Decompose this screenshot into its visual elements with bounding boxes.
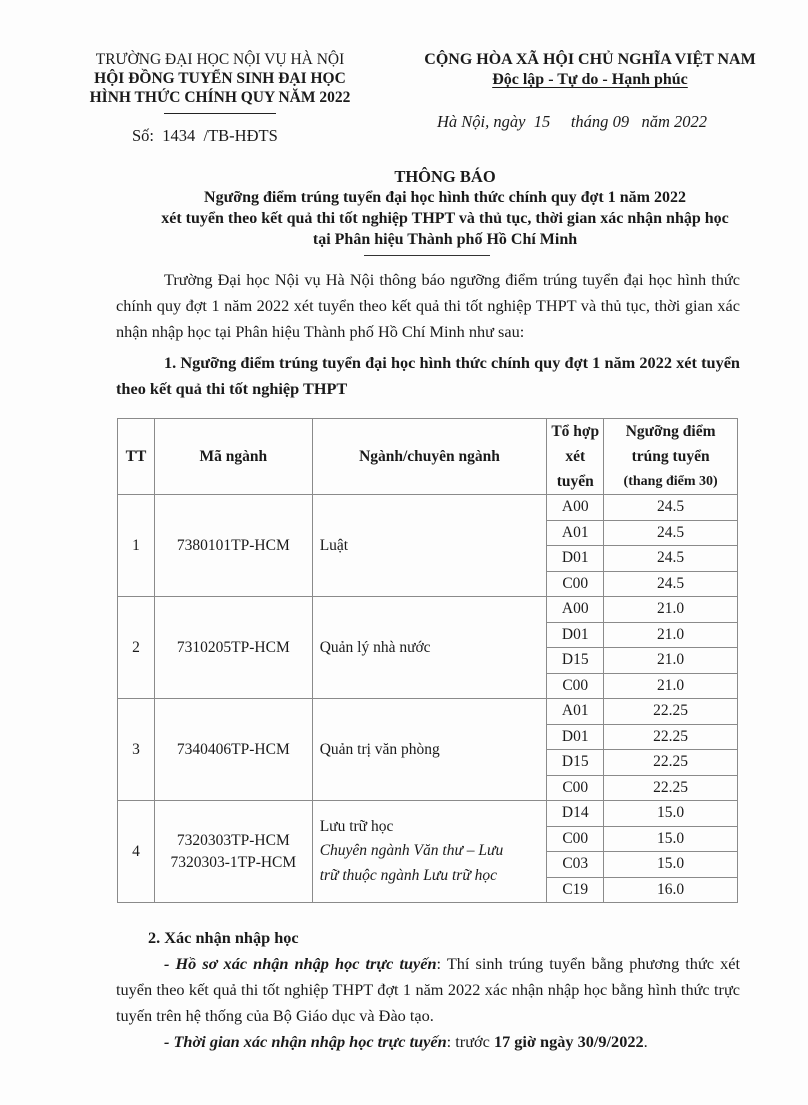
cell-combo: D01	[547, 546, 604, 572]
section-2-heading: 2. Xác nhận nhập học	[148, 928, 299, 947]
major-code: 7340406TP-HCM	[176, 740, 290, 758]
cell-combo: D15	[547, 648, 604, 674]
notice-subtitle-3: tại Phân hiệu Thành phố Hồ Chí Minh	[312, 231, 578, 248]
item-2-deadline: 17 giờ ngày 30/9/2022	[493, 1032, 644, 1051]
notice-subtitle-2: xét tuyển theo kết quả thi tốt nghiệp THPT và thủ tục, thời gian xác nhận nhập học	[161, 210, 729, 227]
issuer-council: HỘI ĐỒNG TUYỂN SINH ĐẠI HỌC	[94, 70, 346, 87]
header-major: Ngành/chuyên ngành	[312, 419, 547, 495]
major-code: 7380101TP-HCM	[176, 536, 290, 554]
cell-combo: C00	[547, 673, 604, 699]
issuer-ministry: TRƯỜNG ĐẠI HỌC NỘI VỤ HÀ NỘI	[95, 51, 345, 68]
cell-combo: D15	[547, 750, 604, 776]
cell-score: 22.25	[604, 750, 738, 776]
issuer-header	[60, 50, 380, 114]
cell-tt: 3	[118, 699, 155, 801]
cell-code	[154, 699, 312, 801]
national-name: CỘNG HÒA XÃ HỘI CHỦ NGHĨA VIỆT NAM	[424, 51, 756, 68]
header-score	[604, 419, 738, 495]
cell-combo: C03	[547, 852, 604, 878]
header-score-line-2: trúng tuyển	[631, 448, 710, 465]
document-number	[132, 126, 278, 146]
header-score-line-3: (thang điểm 30)	[623, 474, 718, 489]
cell-major	[312, 597, 547, 699]
date-year: 2022	[673, 112, 707, 131]
section-2	[116, 925, 740, 1055]
cell-score: 21.0	[604, 622, 738, 648]
date-year-label: năm	[641, 112, 670, 131]
cell-score: 21.0	[604, 597, 738, 623]
item-1-label: - Hồ sơ xác nhận nhập học trực tuyến	[164, 954, 437, 973]
cell-combo: C00	[547, 775, 604, 801]
cell-code	[154, 801, 312, 903]
section-1-heading: 1. Ngưỡng điểm trúng tuyển đại học hình thức chính quy đợt 1 năm 2022 xét tuyển theo kết quả thi tốt nghiệp THPT	[116, 353, 740, 398]
cell-score: 22.25	[604, 775, 738, 801]
national-header	[400, 50, 780, 90]
cell-score: 24.5	[604, 495, 738, 521]
table-header-row	[118, 419, 738, 495]
item-2-text: : trước	[446, 1032, 494, 1051]
major-code: 7310205TP-HCM	[176, 638, 290, 656]
cell-code	[154, 495, 312, 597]
cell-combo: C00	[547, 571, 604, 597]
cell-combo: A00	[547, 495, 604, 521]
cell-score: 15.0	[604, 801, 738, 827]
cell-combo: D14	[547, 801, 604, 827]
header-combo-line-1: Tổ hợp	[551, 423, 600, 440]
cell-code	[154, 597, 312, 699]
date-line	[437, 112, 707, 132]
major-name: Luật	[319, 536, 349, 554]
cell-tt: 1	[118, 495, 155, 597]
major-code: 7320303TP-HCM	[176, 831, 290, 849]
date-day: 15	[533, 112, 551, 131]
cell-score: 16.0	[604, 877, 738, 903]
item-2-end: .	[643, 1032, 648, 1051]
cell-score: 15.0	[604, 852, 738, 878]
cell-major	[312, 801, 547, 903]
cell-score: 22.25	[604, 724, 738, 750]
cell-score: 22.25	[604, 699, 738, 725]
date-month-label: tháng	[570, 112, 609, 131]
header-code: Mã ngành	[154, 419, 312, 495]
notice-subtitle-1: Ngưỡng điểm trúng tuyển đại học hình thức chính quy đợt 1 năm 2022	[204, 189, 686, 206]
cell-major	[312, 495, 547, 597]
header-score-line-1: Ngưỡng điểm	[625, 423, 716, 440]
document-number-value: 1434	[162, 126, 196, 145]
header-combo	[547, 419, 604, 495]
issuer-divider	[164, 113, 276, 114]
cell-score: 21.0	[604, 648, 738, 674]
major-specialization: Chuyên ngành Văn thư – Lưu trữ thuộc ngành Lưu trữ học	[319, 841, 504, 884]
major-name: Lưu trữ học	[319, 817, 394, 835]
item-1-text: : Thí sinh trúng tuyển bằng phương thức xét tuyển theo kết quả thi tốt nghiệp THPT đợt 1 năm 2022 xác nhận nhập học bằng hình thức trực tuyến trên hệ thống của Bộ Giáo dục và Đào tạo.	[116, 954, 740, 1025]
table-row	[118, 801, 738, 827]
cell-score: 15.0	[604, 826, 738, 852]
major-name: Quản lý nhà nước	[319, 638, 431, 656]
document-number-suffix: /TB-HĐTS	[203, 126, 278, 145]
table-row	[118, 597, 738, 623]
section-2-item-2	[116, 1029, 740, 1055]
document-number-label: Số:	[132, 126, 155, 145]
cell-combo: C19	[547, 877, 604, 903]
cell-major	[312, 699, 547, 801]
date-month: 09	[612, 112, 630, 131]
table-row	[118, 495, 738, 521]
major-code-secondary: 7320303-1TP-HCM	[170, 853, 297, 871]
major-name: Quản trị văn phòng	[319, 740, 440, 758]
header-combo-line-2: xét	[565, 448, 586, 465]
cell-score: 24.5	[604, 571, 738, 597]
table-row	[118, 699, 738, 725]
cell-combo: A00	[547, 597, 604, 623]
item-2-label: - Thời gian xác nhận nhập học trực tuyến	[164, 1032, 447, 1051]
national-motto: Độc lập - Tự do - Hạnh phúc	[492, 71, 688, 88]
cell-score: 24.5	[604, 520, 738, 546]
cell-combo: D01	[547, 622, 604, 648]
section-2-item-1	[116, 951, 740, 1029]
title-divider	[364, 255, 490, 256]
header-combo-line-3: tuyển	[556, 473, 594, 490]
issuer-program: HÌNH THỨC CHÍNH QUY NĂM 2022	[89, 89, 351, 106]
date-prefix: Hà Nội, ngày	[437, 112, 526, 131]
admission-score-table	[117, 418, 738, 903]
notice-title	[100, 166, 790, 250]
intro-paragraph: Trường Đại học Nội vụ Hà Nội thông báo ngưỡng điểm trúng tuyển đại học hình thức chính quy đợt 1 năm 2022 xét tuyển theo kết quả thi tốt nghiệp THPT và thủ tục, thời gian xác nhận nhập học tại Phân hiệu Thành phố Hồ Chí Minh như sau:	[116, 270, 740, 341]
cell-tt: 4	[118, 801, 155, 903]
notice-heading: THÔNG BÁO	[394, 167, 496, 186]
cell-tt: 2	[118, 597, 155, 699]
cell-score: 21.0	[604, 673, 738, 699]
cell-combo: D01	[547, 724, 604, 750]
cell-combo: A01	[547, 699, 604, 725]
cell-combo: C00	[547, 826, 604, 852]
header-tt: TT	[118, 419, 155, 495]
cell-score: 24.5	[604, 546, 738, 572]
cell-combo: A01	[547, 520, 604, 546]
